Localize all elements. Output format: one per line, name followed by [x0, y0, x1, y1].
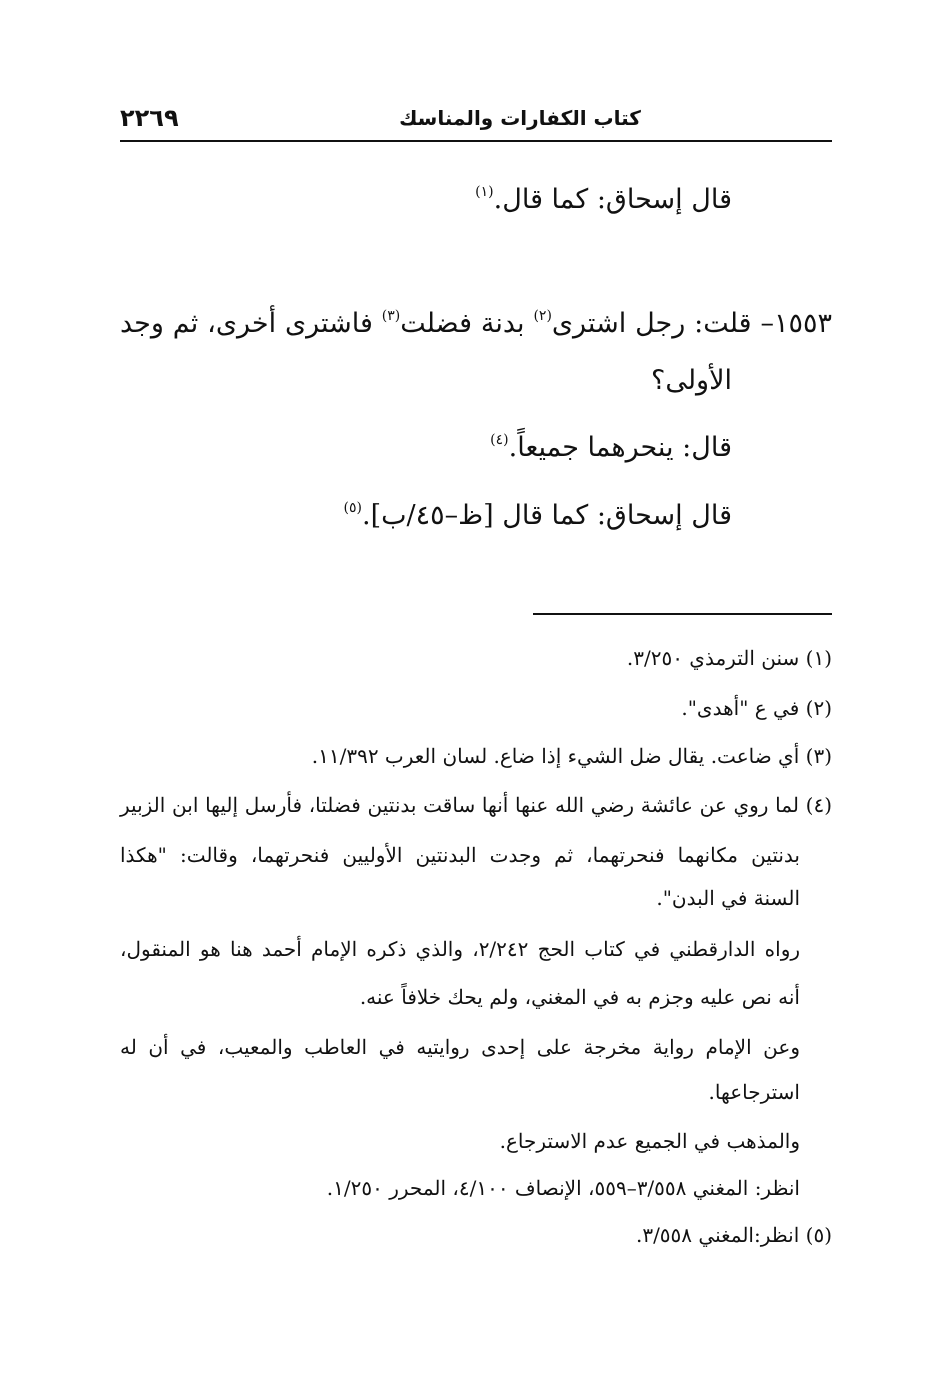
- footnote-ref-4: (٤): [490, 432, 509, 448]
- footnote-ref-1: (١): [475, 184, 494, 200]
- main-line-5-text: قال إسحاق: كما قال [ظ–٤٥/ب].: [361, 500, 732, 531]
- footnote-4-line-6: وعن الإمام رواية مخرجة على إحدى روايتيه في العاطب والمعيب، في أن له: [120, 1035, 800, 1059]
- footnote-4-line-1: (٤) لما روي عن عائشة رضي الله عنها أنها ساقت بدنتين فضلتا، فأرسل إليها ابن الزبير: [120, 793, 832, 817]
- footnote-4-line-3: السنة في البدن".: [656, 886, 800, 910]
- footnote-2: (٢) في ع "أهدى".: [681, 696, 832, 720]
- footnote-rule: [533, 613, 832, 615]
- footnote-4-line-8: والمذهب في الجميع عدم الاسترجاع.: [499, 1129, 800, 1153]
- main-line-2-part-3: فاشترى أخرى، ثم وجد: [120, 308, 382, 339]
- question-number-text: ١٥٥٣– قلت: رجل اشترى: [551, 308, 832, 339]
- footnote-5: (٥) انظر:المغني ٣/٥٥٨.: [635, 1223, 832, 1247]
- main-line-3: الأولى؟: [651, 365, 732, 396]
- footnote-1: (١) سنن الترمذي ٣/٢٥٠.: [626, 646, 832, 670]
- footnote-4-line-4: رواه الدارقطني في كتاب الحج ٢/٢٤٢، والذي ذكره الإمام أحمد هنا هو المنقول،: [120, 937, 801, 961]
- main-line-4-text: قال: ينحرهما جميعاً.: [508, 432, 732, 463]
- main-line-1-text: قال إسحاق: كما قال.: [493, 184, 732, 215]
- header-rule: [120, 140, 832, 142]
- main-line-5: [344, 500, 732, 531]
- footnote-ref-3: (٣): [381, 308, 401, 324]
- footnote-4-line-2: بدنتين مكانهما فنحرتهما، ثم وجدت البدنتين الأوليين فنحرتهما، وقالت: "هكذا: [120, 843, 801, 867]
- page-header: [120, 100, 832, 140]
- footnote-ref-5: (٥): [343, 500, 362, 516]
- main-line-2-part-2: بدنة فضلت: [400, 308, 534, 339]
- footnote-3: (٣) أي ضاعت. يقال ضل الشيء إذا ضاع. لسان العرب ١١/٣٩٢.: [311, 744, 832, 768]
- running-title: كتاب الكفارات والمناسك: [399, 106, 641, 130]
- footnote-4-line-7: استرجاعها.: [708, 1080, 800, 1104]
- page-number: ٢٢٦٩: [120, 104, 179, 132]
- main-line-1: [475, 184, 732, 215]
- footnote-4-line-9: انظر: المغني ٣/٥٥٨–٥٥٩، الإنصاف ٤/١٠٠، المحرر ١/٢٥٠.: [326, 1176, 800, 1200]
- footnote-ref-2: (٢): [533, 308, 552, 324]
- main-line-4: [490, 432, 732, 463]
- main-line-2: [120, 308, 832, 339]
- footnote-4-line-5: أنه نص عليه وجزم به في المغني، ولم يحك خلافاً عنه.: [359, 985, 800, 1009]
